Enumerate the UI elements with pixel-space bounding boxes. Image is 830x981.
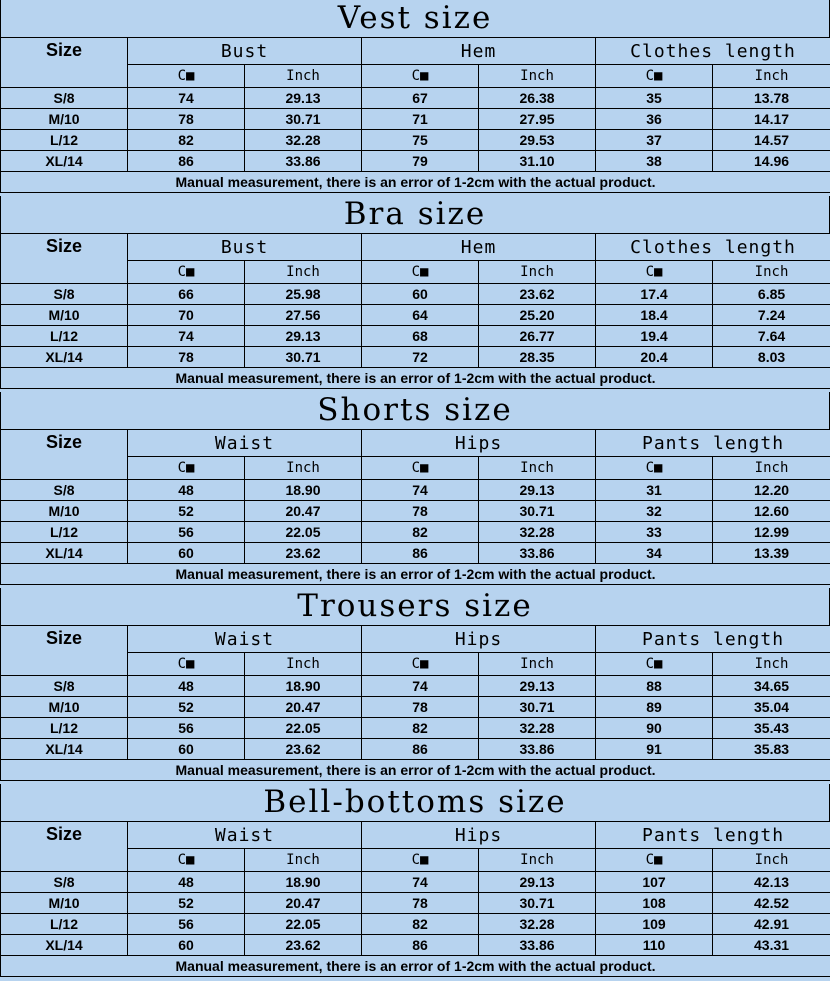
measurement-cell: 29.13	[245, 326, 362, 347]
measurement-cell: 70	[128, 305, 245, 326]
unit-inch-header: Inch	[245, 65, 362, 88]
measurement-cell: 34	[596, 543, 713, 564]
measurement-cell: 27.56	[245, 305, 362, 326]
measurement-cell: 74	[362, 872, 479, 893]
measurement-cell: 74	[362, 676, 479, 697]
size-label-cell: L/12	[1, 130, 128, 151]
table-row	[1, 305, 830, 326]
measurement-cell: 107	[596, 872, 713, 893]
measurement-cell: 30.71	[245, 347, 362, 368]
measurement-cell: 8.03	[713, 347, 830, 368]
measurement-cell: 30.71	[245, 109, 362, 130]
section-title: Trousers size	[0, 588, 830, 625]
size-column-header: Size	[1, 234, 128, 284]
measurement-cell: 26.77	[479, 326, 596, 347]
measurement-cell: 27.95	[479, 109, 596, 130]
table-row	[1, 480, 830, 501]
measurement-cell: 86	[362, 935, 479, 956]
measurement-cell: 14.96	[713, 151, 830, 172]
measurement-cell: 29.13	[479, 872, 596, 893]
measurement-cell: 26.38	[479, 88, 596, 109]
measurement-cell: 35.04	[713, 697, 830, 718]
table-row	[1, 739, 830, 760]
size-label-cell: M/10	[1, 893, 128, 914]
measurement-group-header: Hips	[362, 430, 596, 457]
size-label-cell: M/10	[1, 305, 128, 326]
table-row	[1, 697, 830, 718]
size-label-cell: L/12	[1, 326, 128, 347]
unit-inch-header: Inch	[245, 261, 362, 284]
size-table	[0, 625, 830, 781]
measurement-cell: 37	[596, 130, 713, 151]
unit-cm-header: C■	[362, 849, 479, 872]
measurement-group-header: Bust	[128, 38, 362, 65]
measurement-cell: 78	[128, 109, 245, 130]
table-row	[1, 88, 830, 109]
size-column-header: Size	[1, 430, 128, 480]
measurement-cell: 52	[128, 501, 245, 522]
measurement-cell: 43.31	[713, 935, 830, 956]
measurement-cell: 42.52	[713, 893, 830, 914]
measurement-cell: 74	[128, 88, 245, 109]
size-label-cell: L/12	[1, 718, 128, 739]
table-row	[1, 130, 830, 151]
measurement-cell: 33.86	[479, 935, 596, 956]
measurement-cell: 88	[596, 676, 713, 697]
size-label-cell: S/8	[1, 284, 128, 305]
measurement-cell: 19.4	[596, 326, 713, 347]
measurement-cell: 30.71	[479, 501, 596, 522]
section-title: Bra size	[0, 196, 830, 233]
measurement-cell: 60	[128, 935, 245, 956]
measurement-cell: 20.47	[245, 501, 362, 522]
measurement-group-header: Hips	[362, 626, 596, 653]
size-column-header: Size	[1, 822, 128, 872]
measurement-cell: 13.39	[713, 543, 830, 564]
size-table	[0, 821, 830, 977]
table-row	[1, 151, 830, 172]
measurement-note: Manual measurement, there is an error of 1-2cm with the actual product.	[1, 956, 830, 977]
size-table	[0, 37, 830, 193]
size-table	[0, 233, 830, 389]
size-label-cell: XL/14	[1, 151, 128, 172]
measurement-cell: 18.90	[245, 676, 362, 697]
measurement-cell: 14.57	[713, 130, 830, 151]
measurement-cell: 79	[362, 151, 479, 172]
measurement-cell: 35.43	[713, 718, 830, 739]
measurement-cell: 12.60	[713, 501, 830, 522]
size-section	[0, 196, 830, 392]
measurement-cell: 60	[362, 284, 479, 305]
measurement-cell: 38	[596, 151, 713, 172]
measurement-cell: 17.4	[596, 284, 713, 305]
measurement-cell: 30.71	[479, 893, 596, 914]
measurement-cell: 14.17	[713, 109, 830, 130]
measurement-cell: 29.13	[479, 676, 596, 697]
measurement-cell: 90	[596, 718, 713, 739]
measurement-cell: 78	[362, 501, 479, 522]
size-label-cell: S/8	[1, 480, 128, 501]
measurement-cell: 52	[128, 697, 245, 718]
unit-cm-header: C■	[596, 65, 713, 88]
measurement-cell: 64	[362, 305, 479, 326]
measurement-cell: 42.91	[713, 914, 830, 935]
unit-cm-header: C■	[362, 261, 479, 284]
measurement-cell: 68	[362, 326, 479, 347]
measurement-cell: 75	[362, 130, 479, 151]
measurement-cell: 29.53	[479, 130, 596, 151]
measurement-cell: 32.28	[479, 718, 596, 739]
measurement-group-header: Pants length	[596, 626, 830, 653]
table-row	[1, 326, 830, 347]
table-row	[1, 543, 830, 564]
measurement-cell: 32	[596, 501, 713, 522]
measurement-cell: 18.4	[596, 305, 713, 326]
measurement-cell: 23.62	[245, 739, 362, 760]
unit-inch-header: Inch	[713, 261, 830, 284]
measurement-cell: 42.13	[713, 872, 830, 893]
measurement-cell: 82	[362, 914, 479, 935]
measurement-cell: 86	[362, 543, 479, 564]
measurement-cell: 91	[596, 739, 713, 760]
table-row	[1, 718, 830, 739]
measurement-cell: 71	[362, 109, 479, 130]
measurement-cell: 29.13	[479, 480, 596, 501]
section-title: Bell-bottoms size	[0, 784, 830, 821]
measurement-cell: 52	[128, 893, 245, 914]
size-label-cell: XL/14	[1, 347, 128, 368]
measurement-cell: 12.99	[713, 522, 830, 543]
table-row	[1, 914, 830, 935]
section-title: Shorts size	[0, 392, 830, 429]
size-label-cell: S/8	[1, 676, 128, 697]
size-section	[0, 784, 830, 981]
unit-inch-header: Inch	[713, 849, 830, 872]
measurement-cell: 48	[128, 676, 245, 697]
size-label-cell: M/10	[1, 697, 128, 718]
measurement-cell: 20.4	[596, 347, 713, 368]
table-row	[1, 109, 830, 130]
measurement-cell: 33.86	[479, 543, 596, 564]
measurement-cell: 7.64	[713, 326, 830, 347]
measurement-cell: 82	[128, 130, 245, 151]
measurement-cell: 36	[596, 109, 713, 130]
measurement-group-header: Waist	[128, 626, 362, 653]
measurement-cell: 35.83	[713, 739, 830, 760]
measurement-cell: 86	[362, 739, 479, 760]
measurement-cell: 56	[128, 522, 245, 543]
measurement-cell: 20.47	[245, 893, 362, 914]
measurement-cell: 74	[128, 326, 245, 347]
measurement-cell: 32.28	[479, 914, 596, 935]
measurement-cell: 12.20	[713, 480, 830, 501]
size-label-cell: L/12	[1, 522, 128, 543]
measurement-cell: 72	[362, 347, 479, 368]
measurement-note: Manual measurement, there is an error of 1-2cm with the actual product.	[1, 760, 830, 781]
table-row	[1, 347, 830, 368]
measurement-group-header: Pants length	[596, 430, 830, 457]
measurement-cell: 18.90	[245, 480, 362, 501]
size-column-header: Size	[1, 38, 128, 88]
table-row	[1, 501, 830, 522]
measurement-note: Manual measurement, there is an error of 1-2cm with the actual product.	[1, 172, 830, 193]
unit-inch-header: Inch	[245, 653, 362, 676]
measurement-cell: 74	[362, 480, 479, 501]
unit-cm-header: C■	[362, 457, 479, 480]
measurement-group-header: Clothes length	[596, 234, 830, 261]
measurement-cell: 13.78	[713, 88, 830, 109]
measurement-note: Manual measurement, there is an error of 1-2cm with the actual product.	[1, 564, 830, 585]
measurement-cell: 86	[128, 151, 245, 172]
measurement-cell: 110	[596, 935, 713, 956]
measurement-group-header: Pants length	[596, 822, 830, 849]
unit-cm-header: C■	[128, 65, 245, 88]
size-label-cell: M/10	[1, 109, 128, 130]
unit-inch-header: Inch	[713, 457, 830, 480]
measurement-cell: 25.98	[245, 284, 362, 305]
unit-cm-header: C■	[596, 653, 713, 676]
unit-cm-header: C■	[596, 457, 713, 480]
measurement-group-header: Waist	[128, 822, 362, 849]
measurement-cell: 30.71	[479, 697, 596, 718]
unit-inch-header: Inch	[479, 261, 596, 284]
measurement-cell: 109	[596, 914, 713, 935]
table-row	[1, 872, 830, 893]
size-label-cell: S/8	[1, 88, 128, 109]
unit-inch-header: Inch	[245, 849, 362, 872]
table-row	[1, 935, 830, 956]
unit-inch-header: Inch	[479, 849, 596, 872]
measurement-group-header: Clothes length	[596, 38, 830, 65]
measurement-cell: 29.13	[245, 88, 362, 109]
measurement-cell: 7.24	[713, 305, 830, 326]
table-row	[1, 284, 830, 305]
measurement-cell: 78	[362, 697, 479, 718]
measurement-group-header: Hem	[362, 38, 596, 65]
unit-cm-header: C■	[362, 65, 479, 88]
unit-cm-header: C■	[128, 457, 245, 480]
measurement-cell: 23.62	[479, 284, 596, 305]
measurement-cell: 34.65	[713, 676, 830, 697]
measurement-cell: 67	[362, 88, 479, 109]
measurement-group-header: Hem	[362, 234, 596, 261]
measurement-cell: 60	[128, 739, 245, 760]
unit-cm-header: C■	[596, 261, 713, 284]
measurement-cell: 33.86	[479, 739, 596, 760]
measurement-cell: 6.85	[713, 284, 830, 305]
size-label-cell: S/8	[1, 872, 128, 893]
measurement-cell: 56	[128, 914, 245, 935]
measurement-cell: 22.05	[245, 522, 362, 543]
measurement-cell: 78	[362, 893, 479, 914]
measurement-cell: 22.05	[245, 718, 362, 739]
measurement-cell: 48	[128, 480, 245, 501]
measurement-cell: 23.62	[245, 543, 362, 564]
size-section	[0, 392, 830, 588]
size-section	[0, 588, 830, 784]
measurement-cell: 89	[596, 697, 713, 718]
measurement-cell: 48	[128, 872, 245, 893]
unit-inch-header: Inch	[245, 457, 362, 480]
measurement-cell: 20.47	[245, 697, 362, 718]
size-column-header: Size	[1, 626, 128, 676]
measurement-cell: 82	[362, 718, 479, 739]
measurement-cell: 32.28	[479, 522, 596, 543]
unit-inch-header: Inch	[479, 65, 596, 88]
measurement-cell: 28.35	[479, 347, 596, 368]
unit-cm-header: C■	[128, 261, 245, 284]
measurement-group-header: Bust	[128, 234, 362, 261]
measurement-cell: 33	[596, 522, 713, 543]
unit-inch-header: Inch	[479, 653, 596, 676]
measurement-cell: 31.10	[479, 151, 596, 172]
size-label-cell: M/10	[1, 501, 128, 522]
measurement-cell: 60	[128, 543, 245, 564]
measurement-cell: 22.05	[245, 914, 362, 935]
measurement-group-header: Hips	[362, 822, 596, 849]
unit-inch-header: Inch	[713, 653, 830, 676]
size-label-cell: XL/14	[1, 935, 128, 956]
measurement-cell: 66	[128, 284, 245, 305]
measurement-cell: 33.86	[245, 151, 362, 172]
measurement-cell: 18.90	[245, 872, 362, 893]
table-row	[1, 522, 830, 543]
unit-inch-header: Inch	[713, 65, 830, 88]
measurement-cell: 35	[596, 88, 713, 109]
measurement-cell: 32.28	[245, 130, 362, 151]
table-row	[1, 676, 830, 697]
size-table	[0, 429, 830, 585]
unit-cm-header: C■	[362, 653, 479, 676]
table-row	[1, 893, 830, 914]
measurement-note: Manual measurement, there is an error of 1-2cm with the actual product.	[1, 368, 830, 389]
size-section	[0, 0, 830, 196]
measurement-cell: 56	[128, 718, 245, 739]
section-title: Vest size	[0, 0, 830, 37]
size-label-cell: L/12	[1, 914, 128, 935]
unit-cm-header: C■	[128, 653, 245, 676]
size-label-cell: XL/14	[1, 543, 128, 564]
measurement-cell: 31	[596, 480, 713, 501]
measurement-cell: 78	[128, 347, 245, 368]
measurement-cell: 23.62	[245, 935, 362, 956]
measurement-group-header: Waist	[128, 430, 362, 457]
measurement-cell: 82	[362, 522, 479, 543]
size-label-cell: XL/14	[1, 739, 128, 760]
measurement-cell: 25.20	[479, 305, 596, 326]
unit-inch-header: Inch	[479, 457, 596, 480]
unit-cm-header: C■	[128, 849, 245, 872]
measurement-cell: 108	[596, 893, 713, 914]
unit-cm-header: C■	[596, 849, 713, 872]
